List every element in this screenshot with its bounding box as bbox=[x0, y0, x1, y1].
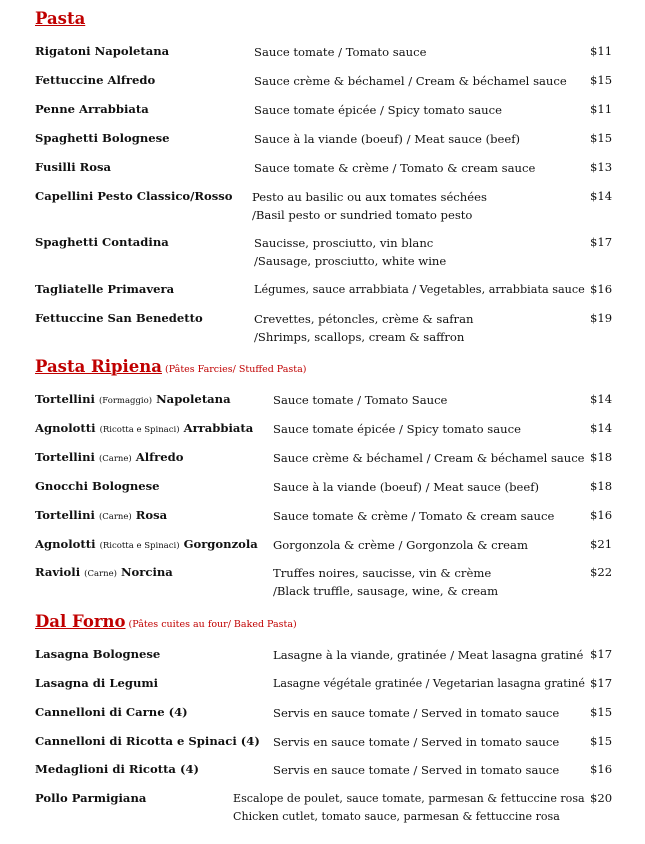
menu-item-name: Spaghetti Contadina bbox=[35, 235, 169, 249]
menu-item-price: $11 bbox=[590, 102, 613, 116]
menu-item-description: Sauce à la viande (boeuf) / Meat sauce (beef) bbox=[254, 132, 521, 146]
section-heading-dal-forno bbox=[35, 612, 297, 631]
menu-item-price: $16 bbox=[590, 508, 613, 522]
menu-item-description: Escalope de poulet, sauce tomate, parmesan & fettuccine rosa Chicken cutlet, tomato sauce, parmesan & fettuccine rosa bbox=[233, 792, 585, 823]
menu-item-description: Sauce tomate & crème / Tomato & cream sauce bbox=[273, 509, 555, 523]
menu-item-price: $17 bbox=[590, 235, 613, 249]
menu-item-price: $14 bbox=[590, 421, 613, 435]
menu-item-name: Tortellini (Carne) Alfredo bbox=[35, 450, 184, 464]
menu-item-description: Gorgonzola & crème / Gorgonzola & cream bbox=[273, 538, 528, 552]
menu-item-price: $21 bbox=[590, 537, 613, 551]
menu-item-description: Sauce tomate & crème / Tomato & cream sauce bbox=[254, 161, 536, 175]
menu-item-description: Servis en sauce tomate / Served in tomato sauce bbox=[273, 763, 560, 777]
menu-item-price: $13 bbox=[590, 160, 613, 174]
menu-item-price: $22 bbox=[590, 565, 613, 579]
menu-item-description: Servis en sauce tomate / Served in tomato sauce bbox=[273, 735, 560, 749]
menu-item-price: $17 bbox=[590, 676, 613, 690]
menu-item-description: Légumes, sauce arrabbiata / Vegetables, arrabbiata sauce bbox=[254, 283, 585, 296]
menu-item-name: Lasagna di Legumi bbox=[35, 676, 159, 690]
menu-item-name: Agnolotti (Ricotta e Spinaci) Gorgonzola bbox=[35, 537, 258, 551]
menu-item-name: Lasagna Bolognese bbox=[35, 647, 161, 661]
menu-item-name: Ravioli (Carne) Norcina bbox=[35, 565, 173, 579]
section-subtitle: (Pâtes Farcies/ Stuffed Pasta) bbox=[164, 364, 307, 375]
menu-item-description: Sauce à la viande (boeuf) / Meat sauce (beef) bbox=[273, 480, 540, 494]
menu-item-price: $18 bbox=[590, 450, 613, 464]
menu-item-price: $14 bbox=[590, 392, 613, 406]
menu-item-name: Tagliatelle Primavera bbox=[35, 282, 175, 296]
menu-item-name: Tortellini (Formaggio) Napoletana bbox=[35, 392, 231, 406]
section-title: Pasta Ripiena bbox=[35, 357, 162, 376]
menu-item-name: Tortellini (Carne) Rosa bbox=[35, 508, 168, 522]
menu-item-name: Medaglioni di Ricotta (4) bbox=[35, 762, 200, 776]
menu-item-description: Lasagne à la viande, gratinée / Meat lasagna gratiné bbox=[273, 648, 584, 662]
menu-item-description: Lasagne végétale gratinée / Vegetarian lasagna gratiné bbox=[273, 677, 585, 690]
menu-item-description: Sauce tomate / Tomato sauce bbox=[254, 45, 427, 59]
menu-item-name: Penne Arrabbiata bbox=[35, 102, 149, 116]
menu-item-description: Sauce crème & béchamel / Cream & béchamel sauce bbox=[254, 74, 567, 88]
menu-item-name: Cannelloni di Ricotta e Spinaci (4) bbox=[35, 734, 260, 748]
menu-item-name: Rigatoni Napoletana bbox=[35, 44, 170, 58]
section-title: Pasta bbox=[35, 9, 86, 28]
section-heading-pasta-ripiena bbox=[35, 357, 307, 376]
menu-item-name: Gnocchi Bolognese bbox=[35, 479, 160, 493]
menu-item-price: $19 bbox=[590, 311, 613, 325]
menu-item-price: $15 bbox=[590, 734, 613, 748]
menu-item-name: Fusilli Rosa bbox=[35, 160, 112, 174]
menu-item-price: $15 bbox=[590, 73, 613, 87]
menu-item-description: Servis en sauce tomate / Served in tomato sauce bbox=[273, 706, 560, 720]
menu-item-name: Spaghetti Bolognese bbox=[35, 131, 170, 145]
menu-item-description: Sauce crème & béchamel / Cream & béchamel sauce bbox=[273, 451, 585, 465]
menu-item-price: $17 bbox=[590, 647, 613, 661]
section-title: Dal Forno bbox=[35, 612, 126, 631]
menu-item-price: $11 bbox=[590, 44, 613, 58]
menu-item-name: Cannelloni di Carne (4) bbox=[35, 705, 188, 719]
menu-item-price: $15 bbox=[590, 131, 613, 145]
menu-item-description: Saucisse, prosciutto, vin blanc /Sausage, prosciutto, white wine bbox=[254, 236, 447, 268]
menu-item-name: Capellini Pesto Classico/Rosso bbox=[35, 189, 233, 203]
section-heading-pasta bbox=[35, 9, 85, 28]
menu-item-description: Sauce tomate épicée / Spicy tomato sauce bbox=[273, 422, 521, 436]
menu-item-description: Truffes noires, saucisse, vin & crème /Black truffle, sausage, wine, & cream bbox=[273, 566, 499, 598]
menu-item-price: $16 bbox=[590, 762, 613, 776]
menu-item-price: $18 bbox=[590, 479, 613, 493]
menu-item-description: Sauce tomate épicée / Spicy tomato sauce bbox=[254, 103, 502, 117]
menu-item-name: Pollo Parmigiana bbox=[35, 791, 147, 805]
menu-item-price: $15 bbox=[590, 705, 613, 719]
menu-item-name: Fettuccine Alfredo bbox=[35, 73, 156, 87]
menu-item-price: $16 bbox=[590, 282, 613, 296]
section-subtitle: (Pâtes cuites au four/ Baked Pasta) bbox=[128, 619, 297, 630]
menu-item-price: $14 bbox=[590, 189, 613, 203]
menu-item-name: Fettuccine San Benedetto bbox=[35, 311, 203, 325]
menu-item-description: Crevettes, pétoncles, crème & safran /Shrimps, scallops, cream & saffron bbox=[254, 312, 474, 344]
menu-item-description: Sauce tomate / Tomato Sauce bbox=[273, 393, 448, 407]
menu-item-price: $20 bbox=[590, 791, 613, 805]
menu-item-description: Pesto au basilic ou aux tomates séchées /Basil pesto or sundried tomato pesto bbox=[252, 190, 487, 222]
menu-item-name: Agnolotti (Ricotta e Spinaci) Arrabbiata bbox=[35, 421, 254, 435]
